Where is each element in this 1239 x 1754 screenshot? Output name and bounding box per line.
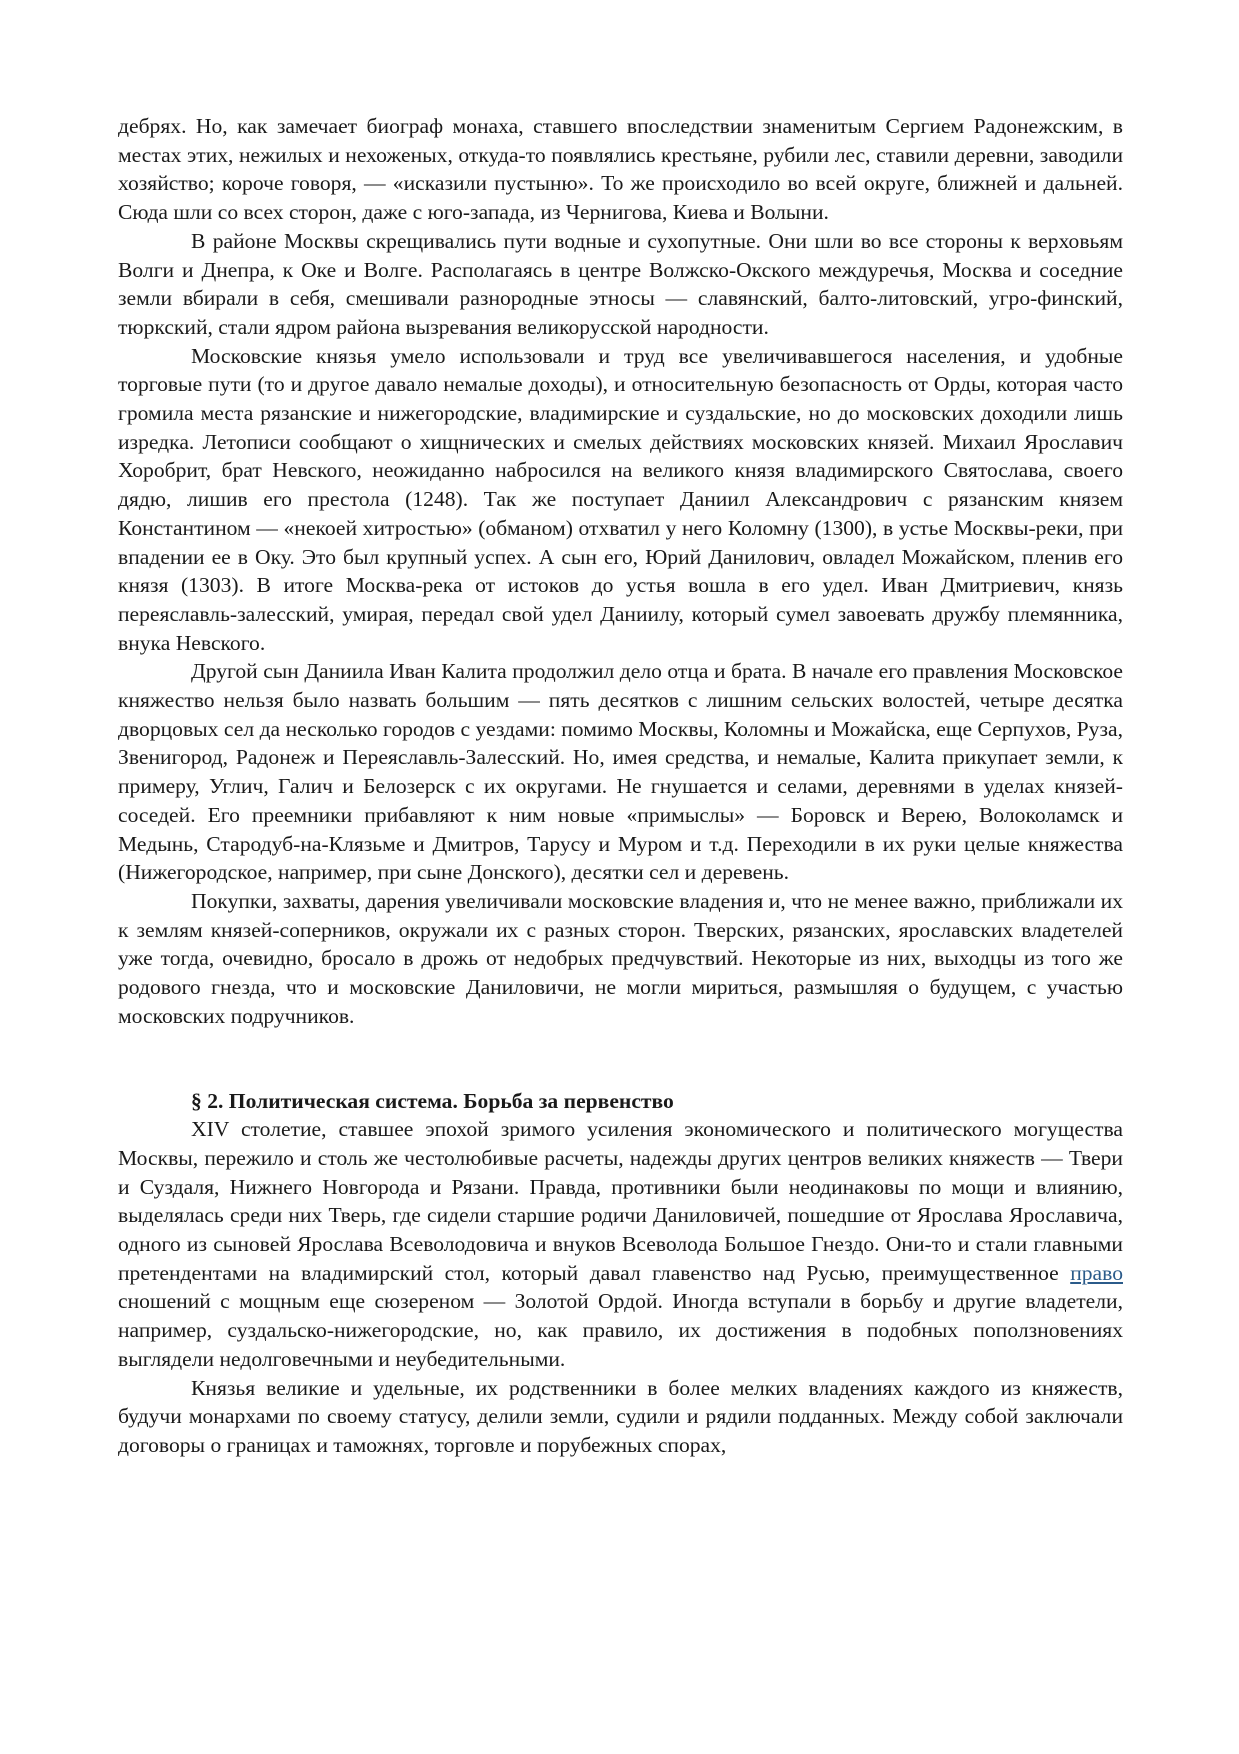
paragraph-4: Другой сын Даниила Иван Калита продолжил дело отца и брата. В начале его правления Московское княжество нельзя было назвать большим — пять десятков с лишним сельских волостей, четыре десятка дворцовых сел да несколько городов с уездами: помимо Москвы, Коломны и Можайска, еще Серпухов, Руза, Звенигород, Радонеж и Переяславль-Залесский. Но, имея средства, и немалые, Калита прикупает земли, к примеру, Углич, Галич и Белозерск с их округами. Не гнушается и селами, деревнями в уделах князей-соседей. Его преемники прибавляют к ним новые «примыслы» — Боровск и Верею, Волоколамск и Медынь, Стародуб-на-Клязьме и Дмитров, Тарусу и Муром и т.д. Переходили в их руки целые княжества (Нижегородское, например, при сыне Донского), десятки сел и деревень. xyxy=(118,659,1123,885)
paragraph-5: Покупки, захваты, дарения увеличивали московские владения и, что не менее важно, приближали их к землям князей-соперников, окружали их с разных сторон. Тверских, рязанских, ярославских владетелей уже тогда, очевидно, бросало в дрожь от недобрых предчувствий. Некоторые из них, выходцы из того же родового гнезда, что и московские Даниловичи, не могли мириться, размышляя о будущем, с участью московских подручников. xyxy=(118,888,1123,1028)
paragraph-2: В районе Москвы скрещивались пути водные и сухопутные. Они шли во все стороны к верховьям Волги и Днепра, к Оке и Волге. Располагаясь в центре Волжско-Окского междуречья, Москва и соседние земли вбирали в себя, смешивали разнородные этносы — славянский, балто-литовский, угро-финский, тюркский, стали ядром района вызревания великорусской народности. xyxy=(118,228,1123,339)
section-heading: § 2. Политическая система. Борьба за первенство xyxy=(191,1088,674,1113)
paragraph-7: Князья великие и удельные, их родственники в более мелких владениях каждого из княжеств, будучи монархами по своему статусу, делили земли, судили и рядили подданных. Между собой заключали договоры о границах и таможнях, торговле и порубежных спорах, xyxy=(118,1375,1123,1457)
law-link[interactable]: право xyxy=(1070,1260,1123,1285)
paragraph-6 xyxy=(118,1115,1123,1373)
paragraph-6-text-b: сношений с мощным еще сюзереном — Золотой Ордой. Иногда вступали в борьбу и другие владетели, например, суздальско-нижегородские, но, как правило, их достижения в подобных поползновениях выглядели недолговечными и неубедительными. xyxy=(118,1289,1123,1371)
document-page xyxy=(118,112,1123,1460)
paragraph-6-text-a: XIV столетие, ставшее эпохой зримого усиления экономического и политического могущества Москвы, пережило и столь же честолюбивые расчеты, надежды других центров великих княжеств — Твери и Суздаля, Нижнего Новгорода и Рязани. Правда, противники были неодинаковы по мощи и влиянию, выделялась среди них Тверь, где сидели старшие родичи Даниловичей, пошедшие от Ярослава Ярославича, одного из сыновей Ярослава Всеволодовича и внуков Всеволода Большое Гнездо. Они-то и стали главными претендентами на владимирский стол, который давал главенство над Русью, преимущественное xyxy=(118,1117,1123,1285)
paragraph-1: дебрях. Но, как замечает биограф монаха, ставшего впоследствии знаменитым Сергием Радонежским, в местах этих, нежилых и нехоженых, откуда-то появлялись крестьяне, рубили лес, ставили деревни, заводили хозяйство; короче говоря, — «исказили пустыню». То же происходило во всей округе, ближней и дальней. Сюда шли со всех сторон, даже с юго-запада, из Чернигова, Киева и Волыни. xyxy=(118,114,1123,225)
paragraph-3: Московские князья умело использовали и труд все увеличивавшегося населения, и удобные торговые пути (то и другое давало немалые доходы), и относительную безопасность от Орды, которая часто громила места рязанские и нижегородские, владимирские и суздальские, но до московских доходили лишь изредка. Летописи сообщают о хищнических и смелых действиях московских князей. Михаил Ярославич Хоробрит, брат Невского, неожиданно набросился на великого князя владимирского Святослава, своего дядю, лишив его престола (1248). Так же поступает Даниил Александрович с рязанским князем Константином — «некоей хитростью» (обманом) отхватил у него Коломну (1300), в устье Москвы-реки, при впадении ее в Оку. Это был крупный успех. А сын его, Юрий Данилович, овладел Можайском, пленив его князя (1303). В итоге Москва-река от истоков до устья вошла в его удел. Иван Дмитриевич, князь переяславль-залесский, умирая, передал свой удел Даниилу, который сумел завоевать дружбу племянника, внука Невского. xyxy=(118,343,1123,655)
